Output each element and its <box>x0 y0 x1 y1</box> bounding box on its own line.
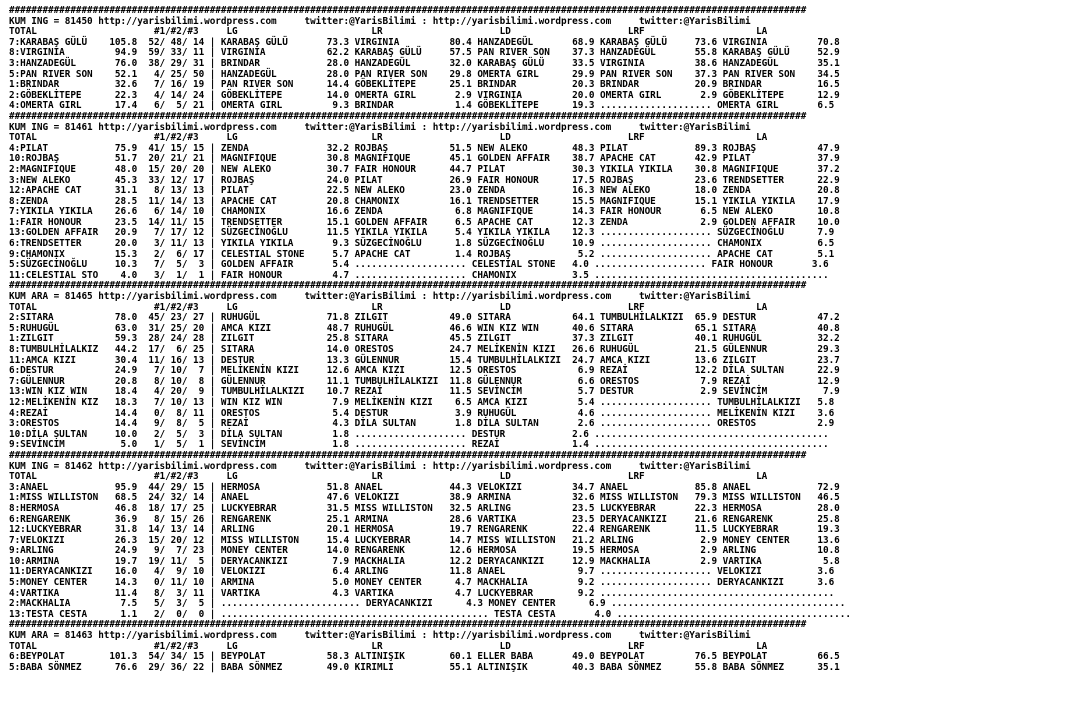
horse-stat-row: 7:GÜLENNUR 20.8 8/ 10/ 8 | GÜLENNUR 11.1 TUMBULHİLALKIZI 11.8 GÜLENNUR 6.6 ORESTOS 7.9 REZAİ 12.9 <box>9 375 840 387</box>
horse-stat-row: 5:RUHUGÜL 63.0 31/ 25/ 20 | AMCA KIZI 48.7 RUHUGÜL 46.6 WIN KIZ WIN 40.6 SITARA 65.1 SITARA 40.8 <box>9 322 840 334</box>
horse-stat-row: 9:CHAMONIX 15.3 2/ 6/ 17 | CELESTIAL STONE 5.7 APACHE CAT 1.4 ROJBAŞ 5.2 .................... APACHE CAT 5.1 <box>9 248 835 260</box>
horse-stat-row: 3:HANZADEGÜL 76.0 38/ 29/ 31 | BRINDAR 28.0 HANZADEGÜL 32.0 KARABAŞ GÜLÜ 33.5 VIRGINIA 38.6 HANZADEGÜL 35.1 <box>9 57 840 69</box>
horse-stat-row: 7:KARABAŞ GÜLÜ 105.8 52/ 48/ 14 | KARABAŞ GÜLÜ 73.3 VIRGINIA 80.4 HANZADEGÜL 68.9 KARABAŞ GÜLÜ 73.6 VIRGINIA 70.8 <box>9 36 840 48</box>
horse-stat-row: 11:CELESTIAL STO 4.0 3/ 1/ 1 | FAIR HONOUR 4.7 .................... CHAMONIX 3.5 .......................................... <box>9 269 829 281</box>
horse-stat-row: 5:MONEY CENTER 14.3 0/ 11/ 10 | ARMINA 5.0 MONEY CENTER 4.7 MACKHALIA 9.2 .................... DERYACANKIZI 3.6 <box>9 577 835 589</box>
separator-line: ############################################################################################################################################### <box>9 450 807 461</box>
horse-stat-row: 12:LUCKYEBRAR 31.8 14/ 13/ 14 | ARLING 20.1 HERMOSA 19.7 RENGARENK 22.4 RENGARENK 11.5 LUCKYEBRAR 19.3 <box>9 524 840 536</box>
horse-stat-row: 4:REZAİ 14.4 0/ 8/ 11 | ORESTOS 5.4 DESTUR 3.9 RUHUGÜL 4.6 .................... MELİKENİN KIZI 3.6 <box>9 407 835 419</box>
horse-stat-row: 5:BABA SÖNMEZ 76.6 29/ 36/ 22 | BABA SÖNMEZ 49.0 KIRIMLI 55.1 ALTINIŞIK 40.3 BABA SÖNMEZ 55.8 BABA SÖNMEZ 35.1 <box>9 661 840 673</box>
horse-stat-row: 4:PILAT 75.9 41/ 15/ 15 | ZENDA 32.2 ROJBAŞ 51.5 NEW ALEKO 48.3 PILAT 89.3 ROJBAŞ 47.9 <box>9 142 840 154</box>
race-header: KUM ARA = 81465 http://yarisbilimi.wordpress.com twitter:@YarisBilimi : http://yarisbilimi.wordpress.com twitter:@YarisBilimi <box>9 291 751 303</box>
horse-stat-row: 6:TRENDSETTER 20.0 3/ 11/ 13 | YIKILA YIKILA 9.3 SÜZGECİNOĞLU 1.8 SÜZGECİNOĞLU 10.9 .................... CHAMONIX 6.5 <box>9 238 835 250</box>
horse-stat-row: 8:HERMOSA 46.8 18/ 17/ 25 | LUCKYEBRAR 31.5 MISS WILLISTON 32.5 ARLING 23.5 LUCKYEBRAR 22.3 HERMOSA 28.0 <box>9 502 840 514</box>
horse-stat-row: 12:APACHE CAT 31.1 8/ 13/ 13 | PILAT 22.5 NEW ALEKO 23.0 ZENDA 16.3 NEW ALEKO 18.0 ZENDA 20.8 <box>9 185 840 197</box>
horse-stat-row: 11:AMCA KIZI 30.4 11/ 16/ 13 | DESTUR 13.3 GÜLENNUR 15.4 TUMBULHİLALKIZI 24.7 AMCA KIZI 13.6 ZILGIT 23.7 <box>9 354 840 366</box>
column-header-row: TOTAL #1/#2/#3 LG LR LD LRF LA <box>9 301 768 313</box>
horse-stat-row: 1:BRINDAR 32.6 7/ 16/ 19 | PAN RIVER SON 14.4 GÖBEKLİTEPE 25.1 BRINDAR 20.3 BRINDAR 20.9 BRINDAR 16.5 <box>9 79 840 91</box>
horse-stat-row: 2:MACKHALIA 7.5 5/ 3/ 5 | ......................... DERYACANKIZI 4.3 MONEY CENTER 6.9 .......................................... <box>9 598 846 610</box>
horse-stat-row: 9:SEVİNCİM 5.0 1/ 5/ 1 | SEVİNCİM 1.8 .................... REZAİ 1.4 .......................................... <box>9 439 829 451</box>
horse-stat-row: 8:VIRGINIA 94.9 59/ 33/ 11 | VIRGINIA 62.2 KARABAŞ GÜLÜ 57.5 PAN RIVER SON 37.3 HANZADEGÜL 55.8 KARABAŞ GÜLÜ 52.9 <box>9 47 840 59</box>
separator-line: ############################################################################################################################################### <box>9 111 807 122</box>
horse-stat-row: 1:MISS WILLISTON 68.5 24/ 32/ 14 | ANAEL 47.6 VELOKIZI 38.9 ARMINA 32.6 MISS WILLISTON 79.3 MISS WILLISTON 46.5 <box>9 492 840 504</box>
horse-stat-row: 1:FAIR HONOUR 23.5 14/ 11/ 15 | TRENDSETTER 15.1 GOLDEN AFFAIR 6.5 APACHE CAT 12.3 ZENDA 2.9 GOLDEN AFFAIR 10.0 <box>9 216 840 228</box>
horse-stat-row: 11:DERYACANKIZI 16.0 4/ 9/ 10 | VELOKIZI 6.4 ARLING 11.8 ANAEL 9.7 .................... VELOKIZI 3.6 <box>9 566 835 578</box>
horse-stat-row: 12:MELİKENİN KIZ 18.3 7/ 10/ 13 | WIN KIZ WIN 7.9 MELİKENİN KIZI 6.5 AMCA KIZI 5.4 .................... TUMBULHİLALKIZI 5.8 <box>9 396 835 408</box>
horse-stat-row: 10:ROJBAŞ 51.7 20/ 21/ 21 | MAGNIFIQUE 30.8 MAGNIFIQUE 45.1 GOLDEN AFFAIR 38.7 APACHE CAT 42.9 PILAT 37.9 <box>9 153 840 165</box>
horse-stat-row: 3:NEW ALEKO 45.3 33/ 12/ 17 | ROJBAŞ 24.0 PILAT 26.9 FAIR HONOUR 17.5 ROJBAŞ 23.6 TRENDSETTER 22.9 <box>9 174 840 186</box>
column-header-row: TOTAL #1/#2/#3 LG LR LD LRF LA <box>9 26 768 38</box>
horse-stat-row: 2:SITARA 78.0 45/ 23/ 27 | RUHUGÜL 71.8 ZILGIT 49.0 SITARA 64.1 TUMBULHİLALKIZI 65.9 DESTUR 47.2 <box>9 312 840 324</box>
horse-stat-row: 13:WIN KIZ WIN 18.4 4/ 20/ 9 | TUMBULHİLALKIZI 10.7 REZAİ 11.5 SEVİNCİM 5.7 DESTUR 2.9 SEVİNCİM 7.9 <box>9 386 840 398</box>
horse-stat-row: 8:ZENDA 28.5 11/ 14/ 13 | APACHE CAT 20.8 CHAMONIX 16.1 TRENDSETTER 15.5 MAGNIFIQUE 15.1 YIKILA YIKILA 17.9 <box>9 195 840 207</box>
horse-stat-row: 13:TESTA CESTA 1.1 2/ 0/ 0 | ................................................ TESTA CESTA 4.0 .......................................... <box>9 608 851 620</box>
horse-stat-row: 3:ORESTOS 14.4 9/ 8/ 5 | REZAİ 4.3 DİLA SULTAN 1.8 DİLA SULTAN 2.6 .................... ORESTOS 2.9 <box>9 418 835 430</box>
race-header: KUM ING = 81461 http://yarisbilimi.wordpress.com twitter:@YarisBilimi : http://yarisbilimi.wordpress.com twitter:@YarisBilimi <box>9 121 751 133</box>
horse-stat-row: 7:VELOKIZI 26.3 15/ 20/ 12 | MISS WILLISTON 15.4 LUCKYEBRAR 14.7 MISS WILLISTON 21.2 ARLING 2.9 MONEY CENTER 13.6 <box>9 534 840 546</box>
horse-stat-row: 5:SÜZGECİNOĞLU 10.3 7/ 5/ 3 | GOLDEN AFFAIR 5.4 .................... CELESTIAL STONE 4.0 .................... FAIR HONOUR 3.6 <box>9 259 829 271</box>
horse-stat-row: 6:BEYPOLAT 101.3 54/ 34/ 15 | BEYPOLAT 58.3 ALTINIŞIK 60.1 ELLER BABA 49.0 BEYPOLAT 76.5 BEYPOLAT 66.5 <box>9 651 840 663</box>
horse-stat-row: 10:ARMINA 19.7 19/ 11/ 5 | DERYACANKIZI 7.9 MACKHALIA 12.2 DERYACANKIZI 12.9 MACKHALIA 2.9 VARTIKA 5.8 <box>9 555 840 567</box>
race-header: KUM ARA = 81463 http://yarisbilimi.wordpress.com twitter:@YarisBilimi : http://yarisbilimi.wordpress.com twitter:@YarisBilimi <box>9 630 751 642</box>
column-header-row: TOTAL #1/#2/#3 LG LR LD LRF LA <box>9 640 768 652</box>
horse-stat-row: 2:MAGNIFIQUE 48.0 15/ 20/ 20 | NEW ALEKO 30.7 FAIR HONOUR 44.7 PILAT 30.3 YIKILA YIKILA 30.8 MAGNIFIQUE 37.2 <box>9 163 840 175</box>
separator-line: ############################################################################################################################################### <box>9 281 807 292</box>
horse-stat-row: 6:DESTUR 24.9 7/ 10/ 7 | MELİKENİN KIZI 12.6 AMCA KIZI 12.5 ORESTOS 6.9 REZAİ 12.2 DİLA SULTAN 22.9 <box>9 365 840 377</box>
horse-stat-row: 5:PAN RIVER SON 52.1 4/ 25/ 50 | HANZADEGÜL 28.0 PAN RIVER SON 29.8 OMERTA GIRL 29.9 PAN RIVER SON 37.3 PAN RIVER SON 34.5 <box>9 68 840 80</box>
horse-stat-row: 3:ANAEL 95.9 44/ 29/ 15 | HERMOSA 51.8 ANAEL 44.3 VELOKIZI 34.7 ANAEL 85.8 ANAEL 72.9 <box>9 481 840 493</box>
horse-stat-row: 9:ARLING 24.9 9/ 7/ 23 | MONEY CENTER 14.0 RENGARENK 12.6 HERMOSA 19.5 HERMOSA 2.9 ARLING 10.8 <box>9 545 840 557</box>
separator-line: ############################################################################################################################################### <box>9 6 807 16</box>
horse-stat-row: 13:GOLDEN AFFAIR 20.9 7/ 17/ 12 | SÜZGECİNOĞLU 11.5 YIKILA YIKILA 5.4 YIKILA YIKILA 12.3 .................... SÜZGECİNOĞLU 7.9 <box>9 227 835 239</box>
horse-stat-row: 4:OMERTA GIRL 17.4 6/ 5/ 21 | OMERTA GIRL 9.3 BRINDAR 1.4 GÖBEKLİTEPE 19.3 .................... OMERTA GIRL 6.5 <box>9 100 835 112</box>
horse-stat-row: 8:TUMBULHİLALKIZ 44.2 17/ 6/ 25 | SITARA 14.0 ORESTOS 24.7 MELİKENİN KIZI 26.6 RUHUGÜL 21.5 GÜLENNUR 29.3 <box>9 344 840 355</box>
separator-line: ############################################################################################################################################### <box>9 620 807 631</box>
column-header-row: TOTAL #1/#2/#3 LG LR LD LRF LA <box>9 471 768 483</box>
horse-stat-row: 4:VARTIKA 11.4 8/ 3/ 11 | VARTIKA 4.3 VARTIKA 4.7 LUCKYEBRAR 9.2 .......................................... <box>9 587 835 599</box>
horse-stat-row: 2:GÖBEKLİTEPE 22.3 4/ 14/ 24 | GÖBEKLİTEPE 14.0 OMERTA GIRL 2.9 VIRGINIA 20.0 OMERTA GIRL 2.9 GÖBEKLİTEPE 12.9 <box>9 89 840 101</box>
horse-stat-row: 1:ZILGIT 59.3 28/ 24/ 28 | ZILGIT 25.8 SITARA 45.5 ZILGIT 37.3 ZILGIT 40.1 RUHUGÜL 32.2 <box>9 333 840 345</box>
horse-stat-row: 6:RENGARENK 36.9 8/ 15/ 26 | RENGARENK 25.1 ARMINA 28.6 VARTIKA 23.5 DERYACANKIZI 21.6 RENGARENK 25.8 <box>9 513 840 525</box>
horse-stat-row: 7:YIKILA YIKILA 26.6 6/ 14/ 10 | CHAMONIX 16.6 ZENDA 6.8 MAGNIFIQUE 14.3 FAIR HONOUR 6.5 NEW ALEKO 10.8 <box>9 206 840 218</box>
column-header-row: TOTAL #1/#2/#3 LG LR LD LRF LA <box>9 132 768 144</box>
horse-stat-row: 10:DİLA SULTAN 10.0 2/ 5/ 3 | DİLA SULTAN 1.8 .................... DESTUR 2.6 .......................................... <box>9 428 829 440</box>
race-header: KUM ING = 81462 http://yarisbilimi.wordpress.com twitter:@YarisBilimi : http://yarisbilimi.wordpress.com twitter:@YarisBilimi <box>9 460 751 472</box>
race-header: KUM ING = 81450 http://yarisbilimi.wordpress.com twitter:@YarisBilimi : http://yarisbilimi.wordpress.com twitter:@YarisBilimi <box>9 15 751 27</box>
